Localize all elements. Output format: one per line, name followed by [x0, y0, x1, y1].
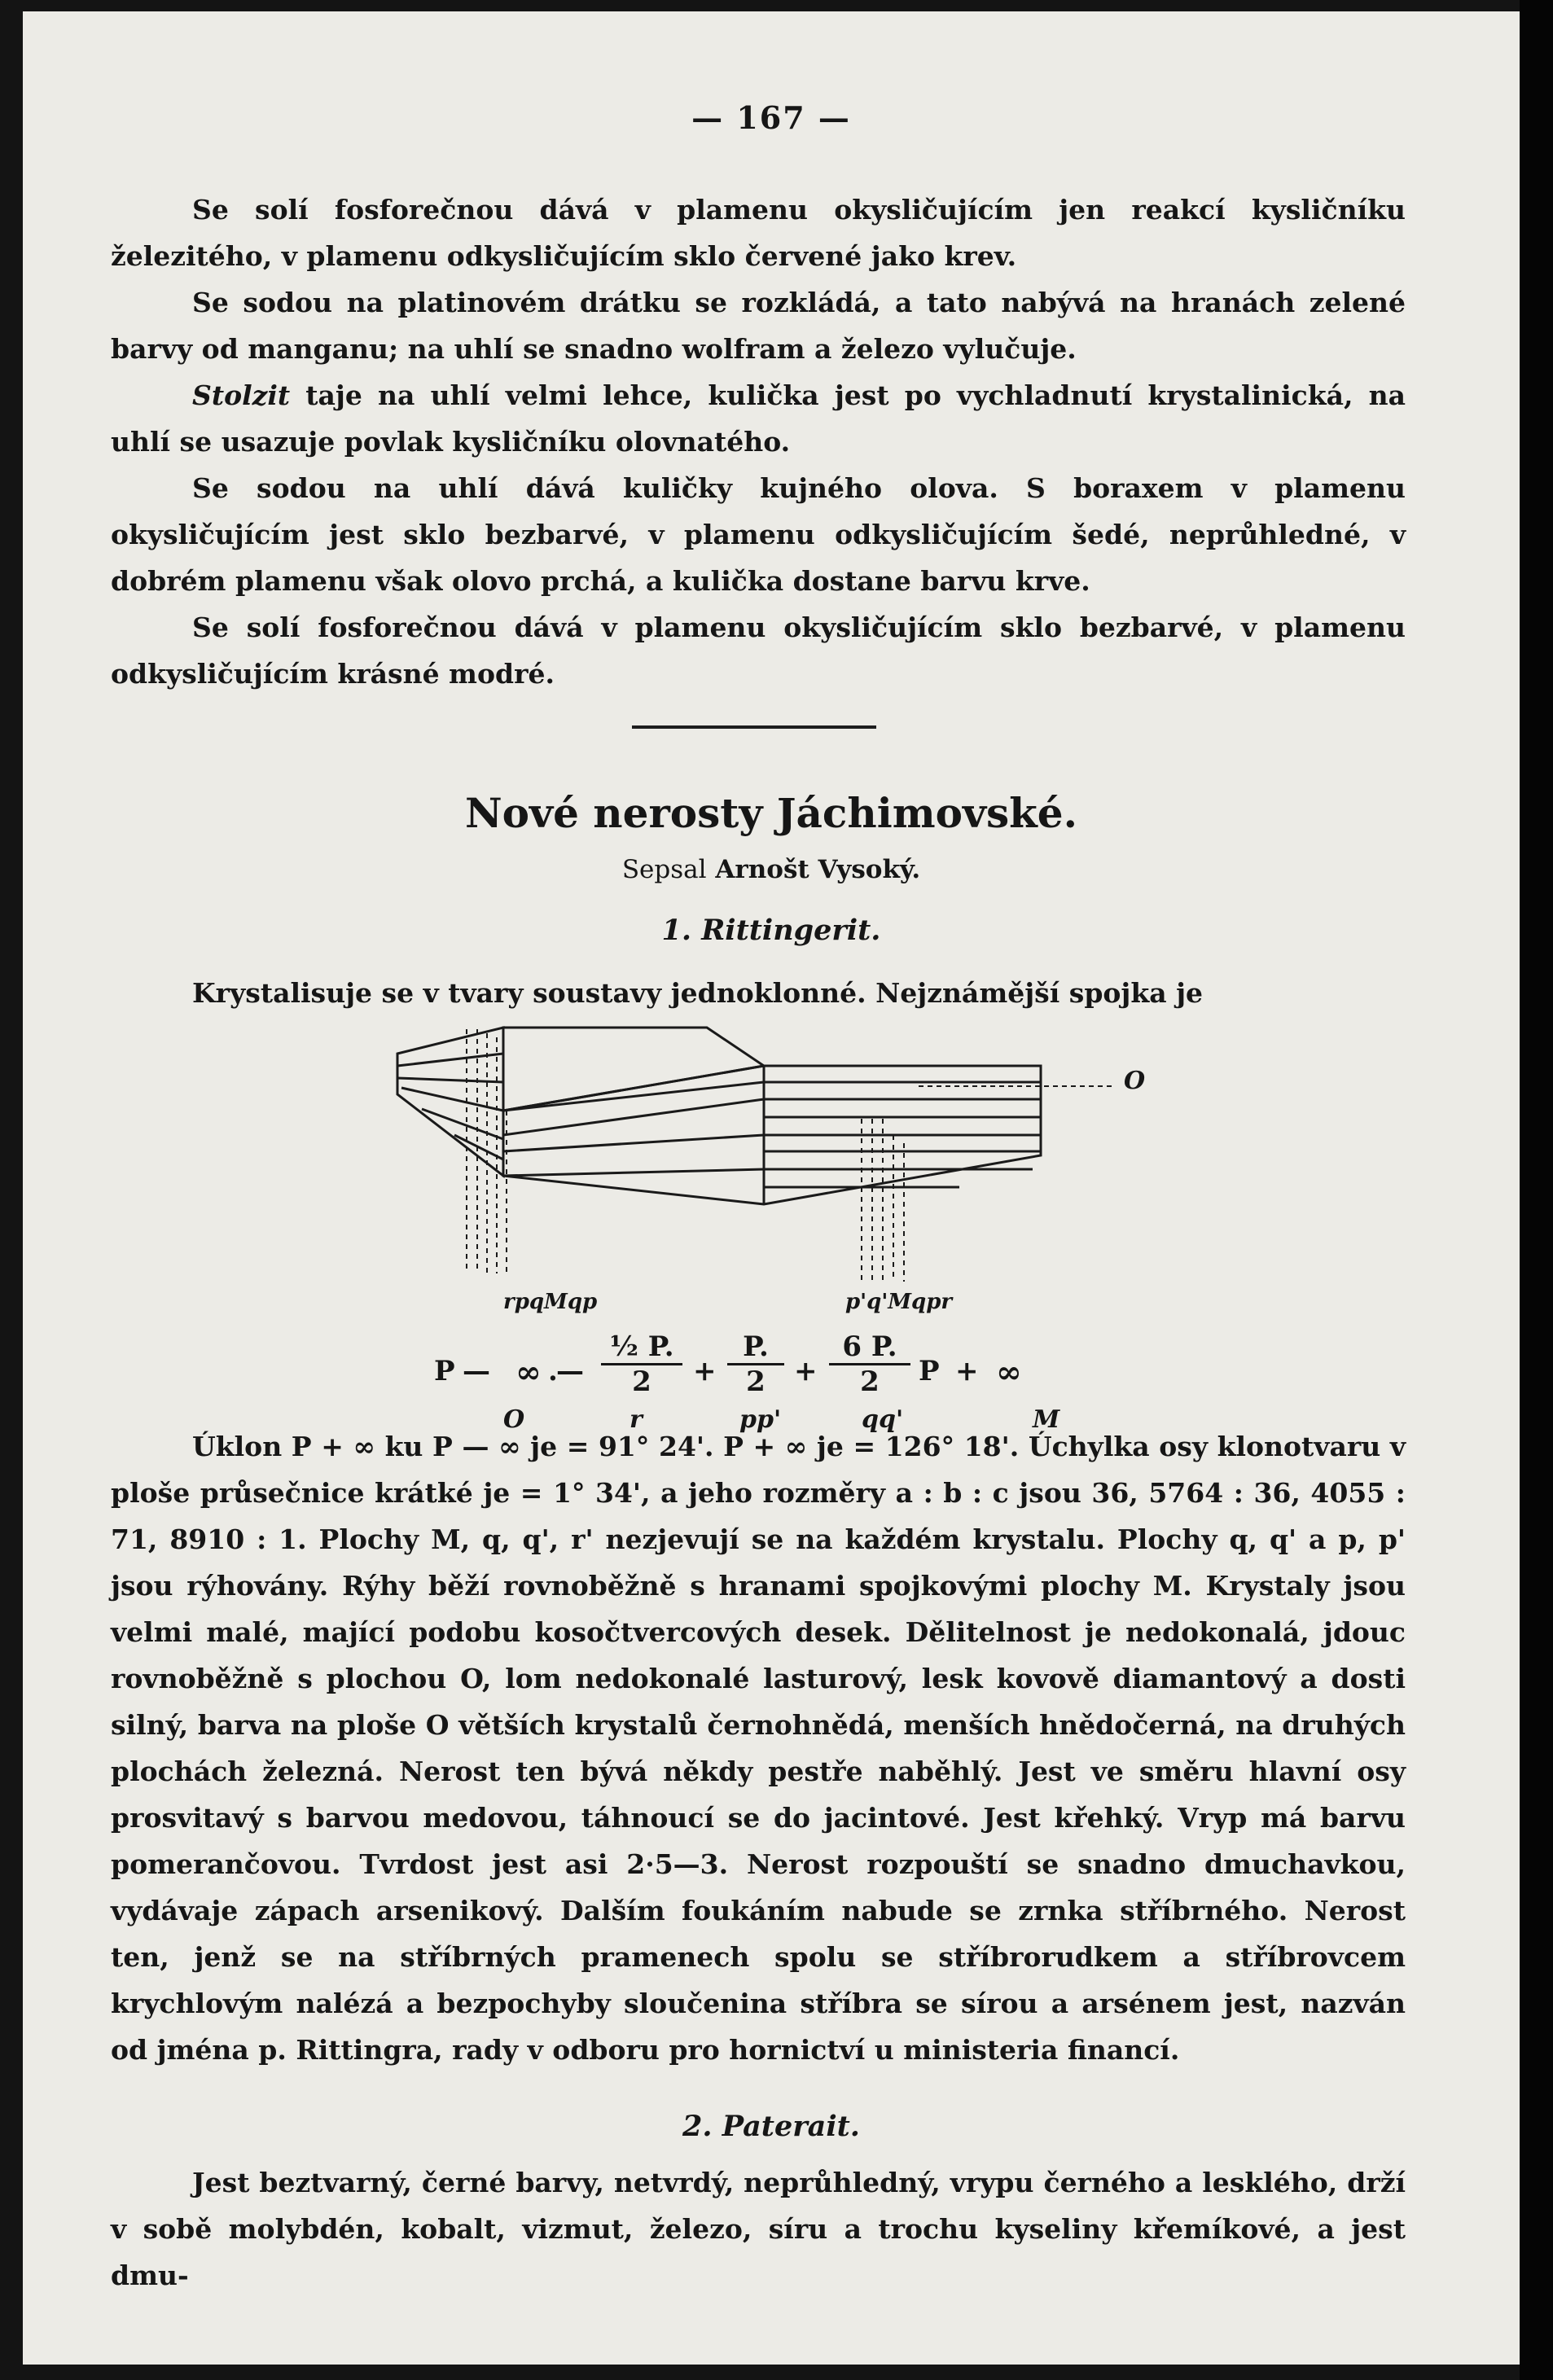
fraction-denominator: 2	[829, 1363, 910, 1398]
formula-plus: +	[693, 1355, 717, 1387]
article-title: Nové nerosty Jáchimovské.	[464, 789, 1078, 837]
paterait-description: Jest beztvarný, černé barvy, netvrdý, neprůhledný, vrypu černého a lesklého, drží v sobě molybdén, kobalt, vizmut, železo, síru a trochu kyseliny křemíkové, a jest dmu-	[111, 2167, 1406, 2291]
section-title-paterait: 2. Paterait.	[682, 2110, 860, 2143]
formula-label-o: O	[503, 1405, 525, 1434]
crystal-formula	[434, 1330, 1167, 1436]
paterait-block	[111, 2159, 1406, 2299]
formula-plus: +	[955, 1355, 979, 1387]
scan-right-edge	[1520, 0, 1553, 2380]
rittingerit-description-block	[111, 1423, 1406, 2073]
formula-label-r: r	[630, 1405, 643, 1434]
author-prefix: Sepsal	[621, 855, 707, 884]
fraction-denominator: 2	[727, 1363, 784, 1398]
paragraph: Se sodou na platinovém drátku se rozkládá, a tato nabývá na hranách zelené barvy od manganu; na uhlí se snadno wolfram a železo vylučuje.	[111, 287, 1406, 365]
rittingerit-description: Úklon P + ∞ ku P — ∞ je = 91° 24'. P + ∞ je = 126° 18'. Úchylka osy klonotvaru v ploše průsečnice krátké je = 1° 34', a jeho rozměry a : b : c jsou 36, 5764 : 36, 4055 : 71, 8910 : 1. Plochy M, q, q', r' nezjevují se na každém krystalu. Plochy q, q' a p, p' jsou rýhovány. Rýhy běží rovnoběžně s hranami spojkovými plochy M. Krystaly jsou velmi malé, mající podobu kosočtvercových desek. Dělitelnost je nedokonalá, jdouc rovnoběžně s plochou O, lom nedokonalé lasturový, lesk kovově diamantový a dosti silný, barva na ploše O větších krystalů černohnědá, menších hnědočerná, na druhých plochách železná. Nerost ten bývá někdy pestře naběhlý. Jest ve směru hlavní osy prosvitavý s barvou medovou, táhnoucí se do jacintové. Jest křehký. Vryp má barvu pomerančovou. Tvrdost jest asi 2·5—3. Nerost rozpouští se snadno dmuchavkou, vydávaje zápach arsenikový. Dalším foukáním nabude se zrnka stříbrného. Nerost ten, jenž se na stříbrných pramenech spolu se stříbrorudkem a stříbrovcem krychlovým nalézá a bezpochyby sloučenina stříbra se sírou a arsénem jest, nazván od jména p. Rittingra, rady v odboru pro hornictví u ministeria financí.	[111, 1431, 1406, 2066]
infinity-symbol: ∞	[996, 1353, 1022, 1390]
top-text-block	[111, 186, 1406, 697]
section-divider	[632, 725, 876, 729]
stolzit-text: taje na uhlí velmi lehce, kulička jest po vychladnutí krystalinická, na uhlí se usazuje povlak kysličníku olovnatého.	[111, 379, 1406, 458]
author-name: Arnošt Vysoký.	[715, 855, 921, 884]
fraction-half-p	[601, 1330, 682, 1398]
fraction-p	[727, 1330, 784, 1398]
fraction-six-p	[829, 1330, 910, 1398]
figure-label-right: p'q'Mqpr	[845, 1290, 953, 1314]
section-title-rittingerit: 1. Rittingerit.	[661, 914, 881, 947]
formula-minus: —	[463, 1355, 490, 1387]
paragraph: Se solí fosforečnou dává v plamenu okysličujícím sklo bezbarvé, v plamenu odkysličujícím krásné modré.	[111, 611, 1406, 690]
crystal-figure	[389, 1021, 1122, 1298]
paragraph-stolzit	[111, 372, 1406, 465]
rittingerit-intro: Krystalisuje se v tvary soustavy jednoklonné. Nejznámější spojka je	[192, 977, 1204, 1009]
rittingerit-intro-block	[111, 970, 1406, 1016]
fraction-numerator: P.	[743, 1330, 769, 1363]
page-number: — 167 —	[691, 99, 851, 136]
author-line	[23, 855, 1520, 884]
formula-label-qq: qq'	[862, 1405, 904, 1434]
formula-label-m: M	[1033, 1405, 1060, 1434]
mineral-name-stolzit: Stolzit	[192, 379, 291, 411]
formula-dot: .	[548, 1355, 558, 1387]
figure-label-o: O	[1124, 1067, 1146, 1095]
figure-label-left: rpqMqp	[503, 1290, 598, 1314]
formula-label-pp: pp'	[739, 1405, 782, 1434]
infinity-symbol: ∞	[515, 1353, 542, 1390]
paragraph: Se solí fosforečnou dává v plamenu okysličujícím jen reakcí kysličníku železitého, v plamenu odkysličujícím sklo červené jako krev.	[111, 194, 1406, 272]
formula-p: P	[919, 1355, 940, 1387]
formula-plus: +	[794, 1355, 818, 1387]
fraction-numerator: ½ P.	[609, 1330, 674, 1363]
formula-minus: —	[556, 1355, 584, 1387]
fraction-denominator: 2	[601, 1363, 682, 1398]
document-page	[23, 11, 1520, 2365]
paragraph: Se sodou na uhlí dává kuličky kujného olova. S boraxem v plamenu okysličujícím jest sklo bezbarvé, v plamenu odkysličujícím šedé, neprůhledné, v dobrém plamenu však olovo prchá, a kulička dostane barvu krve.	[111, 472, 1406, 597]
formula-p: P	[434, 1355, 455, 1387]
fraction-numerator: 6 P.	[842, 1330, 897, 1363]
